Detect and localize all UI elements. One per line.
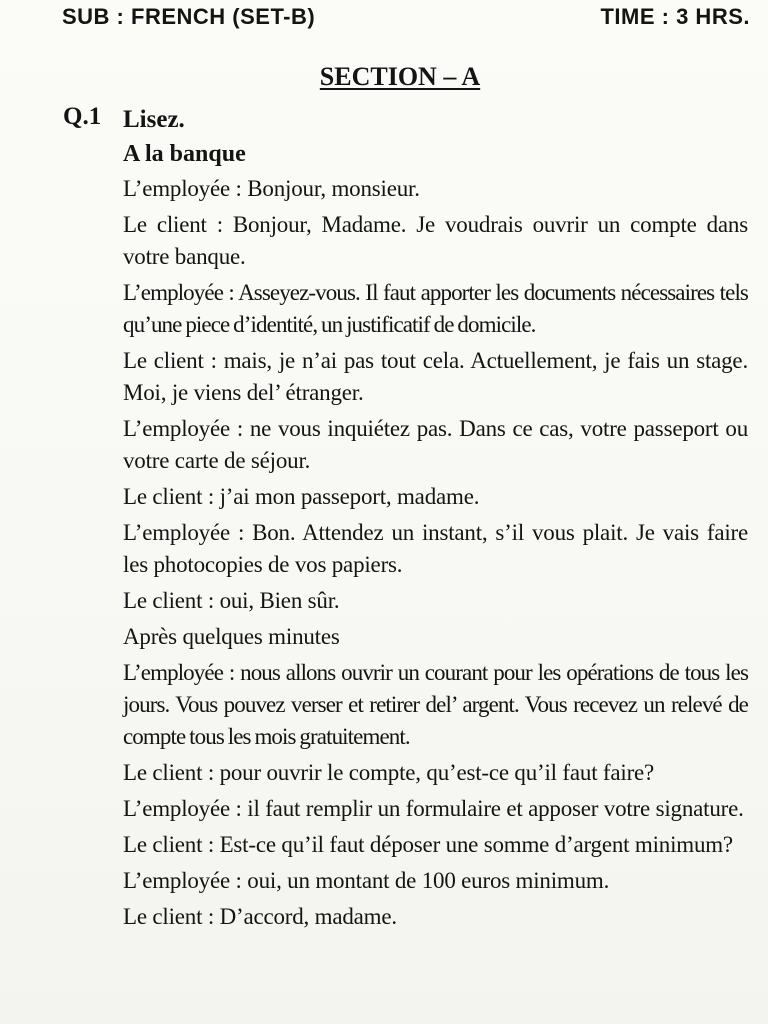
time-label: TIME : 3 HRS. (600, 4, 750, 29)
dialogue-line: L’employée : Bonjour, monsieur. (123, 176, 420, 201)
dialogue-line: L’employée : oui, un montant de 100 euros minimum. (123, 868, 610, 893)
dialogue (123, 173, 748, 933)
dialogue-line: L’employée : Asseyez-vous. Il faut apporter les documents nécessaires tels qu’une piece d’identité, un justificatif de domicile. (123, 280, 748, 337)
question-instruction: Lisez. (123, 106, 185, 133)
dialogue-line: Après quelques minutes (123, 624, 340, 649)
exam-header (62, 4, 750, 34)
dialogue-line: Le client : Bonjour, Madame. Je voudrais ouvrir un compte dans votre banque. (123, 212, 748, 269)
question-content (123, 103, 748, 937)
question-number: Q.1 (63, 103, 102, 130)
dialogue-line: L’employée : ne vous inquiétez pas. Dans ce cas, votre passeport ou votre carte de séjour. (123, 416, 748, 473)
dialogue-line: Le client : D’accord, madame. (123, 904, 397, 929)
dialogue-line: Le client : oui, Bien sûr. (123, 588, 340, 613)
dialogue-line: Le client : Est-ce qu’il faut déposer une somme d’argent minimum? (123, 832, 733, 857)
dialogue-line: Le client : j’ai mon passeport, madame. (123, 484, 480, 509)
dialogue-line: L’employée : Bon. Attendez un instant, s’il vous plait. Je vais faire les photocopies de vos papiers. (123, 520, 748, 577)
dialogue-line: L’employée : nous allons ouvrir un courant pour les opérations de tous les jours. Vous pouvez verser et retirer del’ argent. Vous recevez un relevé de compte tous les mois gratuitement. (123, 660, 748, 749)
subject-label: SUB : FRENCH (SET-B) (62, 4, 316, 29)
dialogue-line: Le client : pour ouvrir le compte, qu’est-ce qu’il faut faire? (123, 760, 655, 785)
dialogue-line: L’employée : il faut remplir un formulaire et apposer votre signature. (123, 796, 744, 821)
dialogue-line: Le client : mais, je n’ai pas tout cela. Actuellement, je fais un stage. Moi, je viens del’ étranger. (123, 348, 748, 405)
passage-title: A la banque (123, 141, 246, 167)
section-title: SECTION – A (319, 62, 481, 91)
